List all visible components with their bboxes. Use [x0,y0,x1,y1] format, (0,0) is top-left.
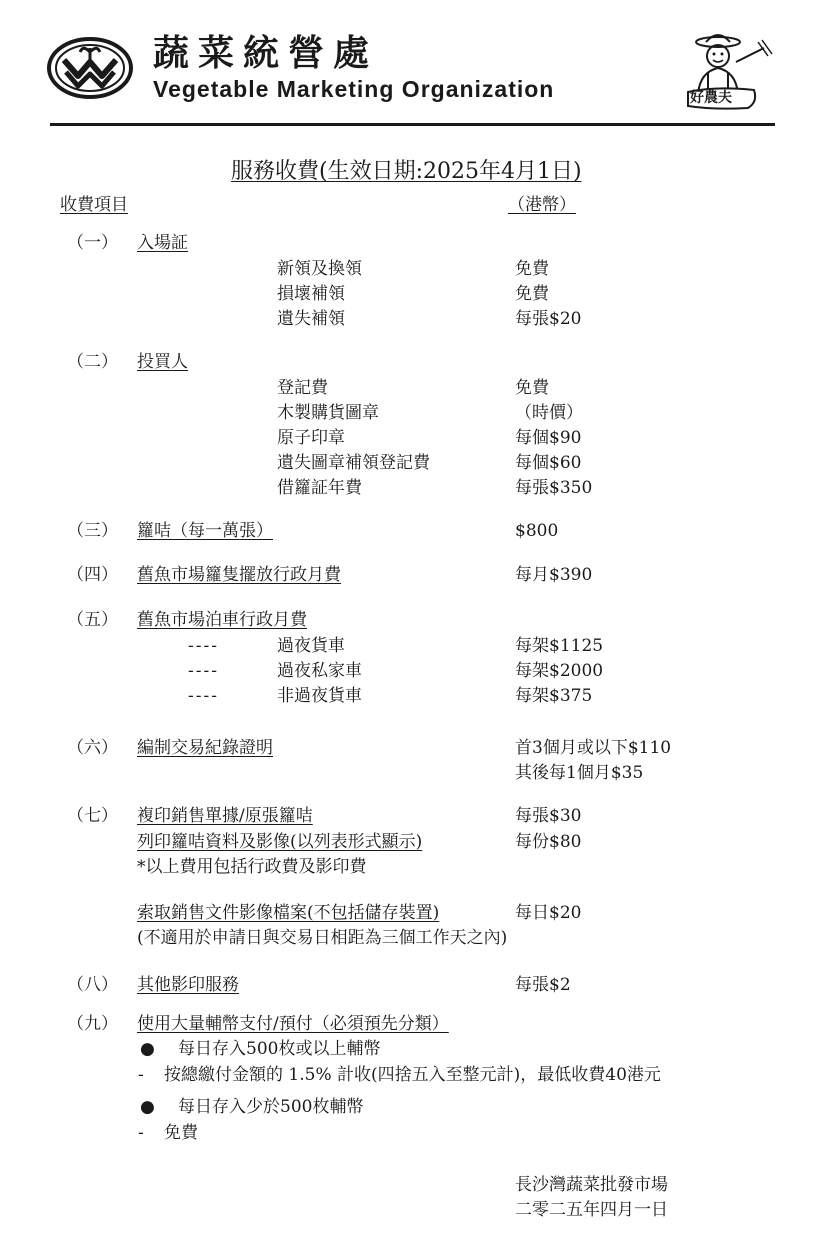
section-5-number: （五） [67,610,118,630]
section-7-number: （七） [67,806,118,826]
fee-row-label: 借籮証年費 [277,478,362,498]
section-6-fee: 首3個月或以下$110 [515,738,672,758]
section-7-note2: (不適用於申請日與交易日相距為三個工作天之內) [137,928,508,948]
section-3-number: （三） [67,521,118,541]
fee-row-amount: 每架$1125 [515,636,604,656]
section-6-fee-extra: 其後每1個月$35 [515,763,644,783]
page-title: 服務收費(生效日期:2025年4月1日) [231,159,582,184]
fee-row-amount: 免費 [515,284,549,304]
fee-row-dash: ---- [188,636,219,656]
fee-row-amount: 每架$2000 [515,661,604,681]
fee-row-label: 非過夜貨車 [277,686,362,706]
section-6-title: 編制交易紀錄證明 [137,738,273,758]
vmo-logo-icon [46,36,134,100]
bullet-icon: ● [140,1039,155,1059]
fee-row-amount: （時價） [515,403,583,423]
fee-row-label: 損壞補領 [277,284,345,304]
section-4-number: （四） [67,565,118,585]
bullet-icon: ● [140,1097,155,1117]
fee-row-amount: 每張$350 [515,478,593,498]
org-name-zh: 蔬菜統營處 [153,33,379,74]
fee-row-amount: 免費 [515,259,549,279]
fee-row-label: 原子印章 [277,428,345,448]
section-7-title: 複印銷售單據/原張籮咭 [137,806,313,826]
section-1-title: 入場証 [137,233,188,253]
fee-row-label: 過夜貨車 [277,636,345,656]
fee-row-label: 過夜私家車 [277,661,362,681]
fee-row-amount: 每個$60 [515,453,582,473]
footer-date: 二零二五年四月一日 [515,1200,668,1220]
section-8-title: 其他影印服務 [137,975,239,995]
fee-row-amount: 每個$90 [515,428,582,448]
section-9-number: （九） [67,1014,118,1034]
fee-row-label: 登記費 [277,378,328,398]
fee-row-label: 新領及換領 [277,259,362,279]
section-3-title: 籮咭（每一萬張） [137,521,273,541]
footer-market: 長沙灣蔬菜批發市場 [515,1175,668,1195]
column-header-currency: （港幣） [508,195,576,215]
header-divider [50,123,775,126]
fee-row-dash: ---- [188,686,219,706]
fee-row-amount: 每張$20 [515,309,582,329]
section-7-line2: 列印籮咭資料及影像(以列表形式顯示) [137,832,423,852]
section-7-note: *以上費用包括行政費及影印費 [137,857,367,877]
dash-marker: - [138,1123,144,1143]
fee-row-label: 遺失圖章補領登記費 [277,453,430,473]
section-4-title: 舊魚市場籮隻擺放行政月費 [137,565,341,585]
section-8-fee: 每張$2 [515,975,571,995]
fee-row-dash: ---- [188,661,219,681]
section-7-fee3: 每日$20 [515,903,582,923]
fee-row-label: 遺失補領 [277,309,345,329]
section-8-number: （八） [67,975,118,995]
section-7-line3: 索取銷售文件影像檔案(不包括儲存裝置) [137,903,440,923]
section-9-detail: 免費 [164,1123,198,1143]
section-9-item: 每日存入少於500枚輔幣 [178,1097,364,1117]
section-6-number: （六） [67,738,118,758]
mascot-label: 好農夫 [690,90,732,106]
fee-row-label: 木製購貨圖章 [277,403,379,423]
org-name-en: Vegetable Marketing Organization [153,76,555,102]
section-7-fee: 每張$30 [515,806,582,826]
section-9-item: 每日存入500枚或以上輔幣 [178,1039,381,1059]
column-header-item: 收費項目 [60,195,128,215]
section-1-number: （一） [67,233,118,253]
section-4-fee: 每月$390 [515,565,593,585]
fee-row-amount: 每架$375 [515,686,593,706]
section-9-detail: 按總繳付金額的 1.5% 計收(四捨五入至整元計)，最低收費40港元 [164,1065,661,1085]
section-2-title: 投買人 [137,352,188,372]
section-5-title: 舊魚市場泊車行政月費 [137,610,307,630]
fee-row-amount: 免費 [515,378,549,398]
section-7-fee2: 每份$80 [515,832,582,852]
section-3-fee: $800 [515,521,559,541]
farmer-mascot-icon [678,28,774,112]
section-2-number: （二） [67,352,118,372]
section-9-title: 使用大量輔幣支付/預付（必須預先分類） [137,1014,449,1034]
dash-marker: - [138,1065,144,1085]
